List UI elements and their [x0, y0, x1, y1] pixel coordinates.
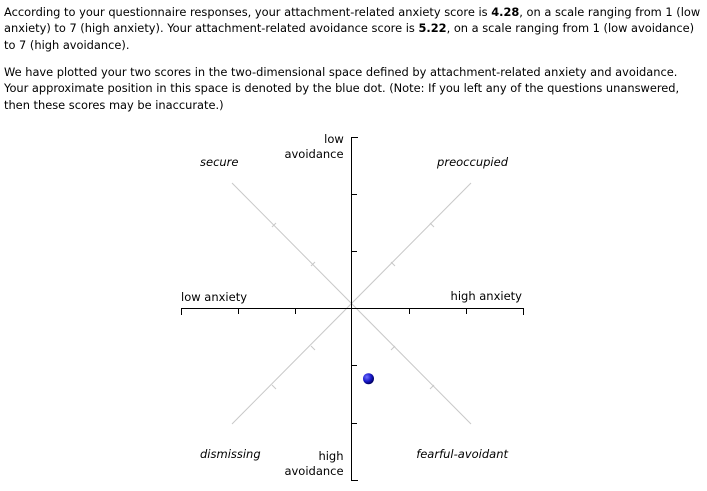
low-avoidance-label-line2: avoidance: [284, 147, 344, 161]
diagonal-tick: [430, 385, 434, 389]
plot-explanation-paragraph: We have plotted your two scores in the two-dimensional space defined by attachment-related anxiety and avoidance. Your approximate position in this space is denoted by the blue dot. (Note: If you left any of the questions unanswered, then these scores may be inaccurate.): [4, 65, 680, 112]
high-avoidance-label-line1: high: [318, 449, 344, 463]
quadrant-dismissing-label: dismissing: [200, 447, 261, 461]
high-anxiety-label: high anxiety: [450, 289, 522, 303]
diagonal-tick: [430, 223, 434, 227]
quadrant-preoccupied-label: preoccupied: [437, 155, 508, 169]
low-anxiety-label: low anxiety: [181, 290, 248, 304]
high-avoidance-label-line2: avoidance: [284, 464, 344, 478]
anxiety-axis: [181, 309, 524, 316]
summary-text-a: According to your questionnaire responses, your attachment-related anxiety score is: [4, 5, 492, 19]
summary-text-c: , on a scale ranging from 1 (low avoidance) to 7 (high avoidance).: [4, 21, 695, 52]
avoidance-score-value: 5.22: [418, 21, 447, 36]
low-avoidance-label-line1: low: [324, 132, 344, 146]
summary-text-b: , on a scale ranging from 1 (low anxiety) to 7 (high anxiety). Your attachment-related avoidance score is: [4, 5, 701, 36]
quadrant-fearful-avoidant-label: fearful-avoidant: [416, 447, 508, 461]
quadrant-secure-label: secure: [200, 155, 239, 169]
score-position-dot: [363, 373, 374, 384]
diagonal-tick: [272, 385, 276, 389]
diagonal-tick: [391, 346, 395, 350]
diagonal-tick: [311, 346, 315, 350]
diagonal-tick: [391, 262, 395, 266]
anxiety-score-value: 4.28: [491, 5, 520, 19]
